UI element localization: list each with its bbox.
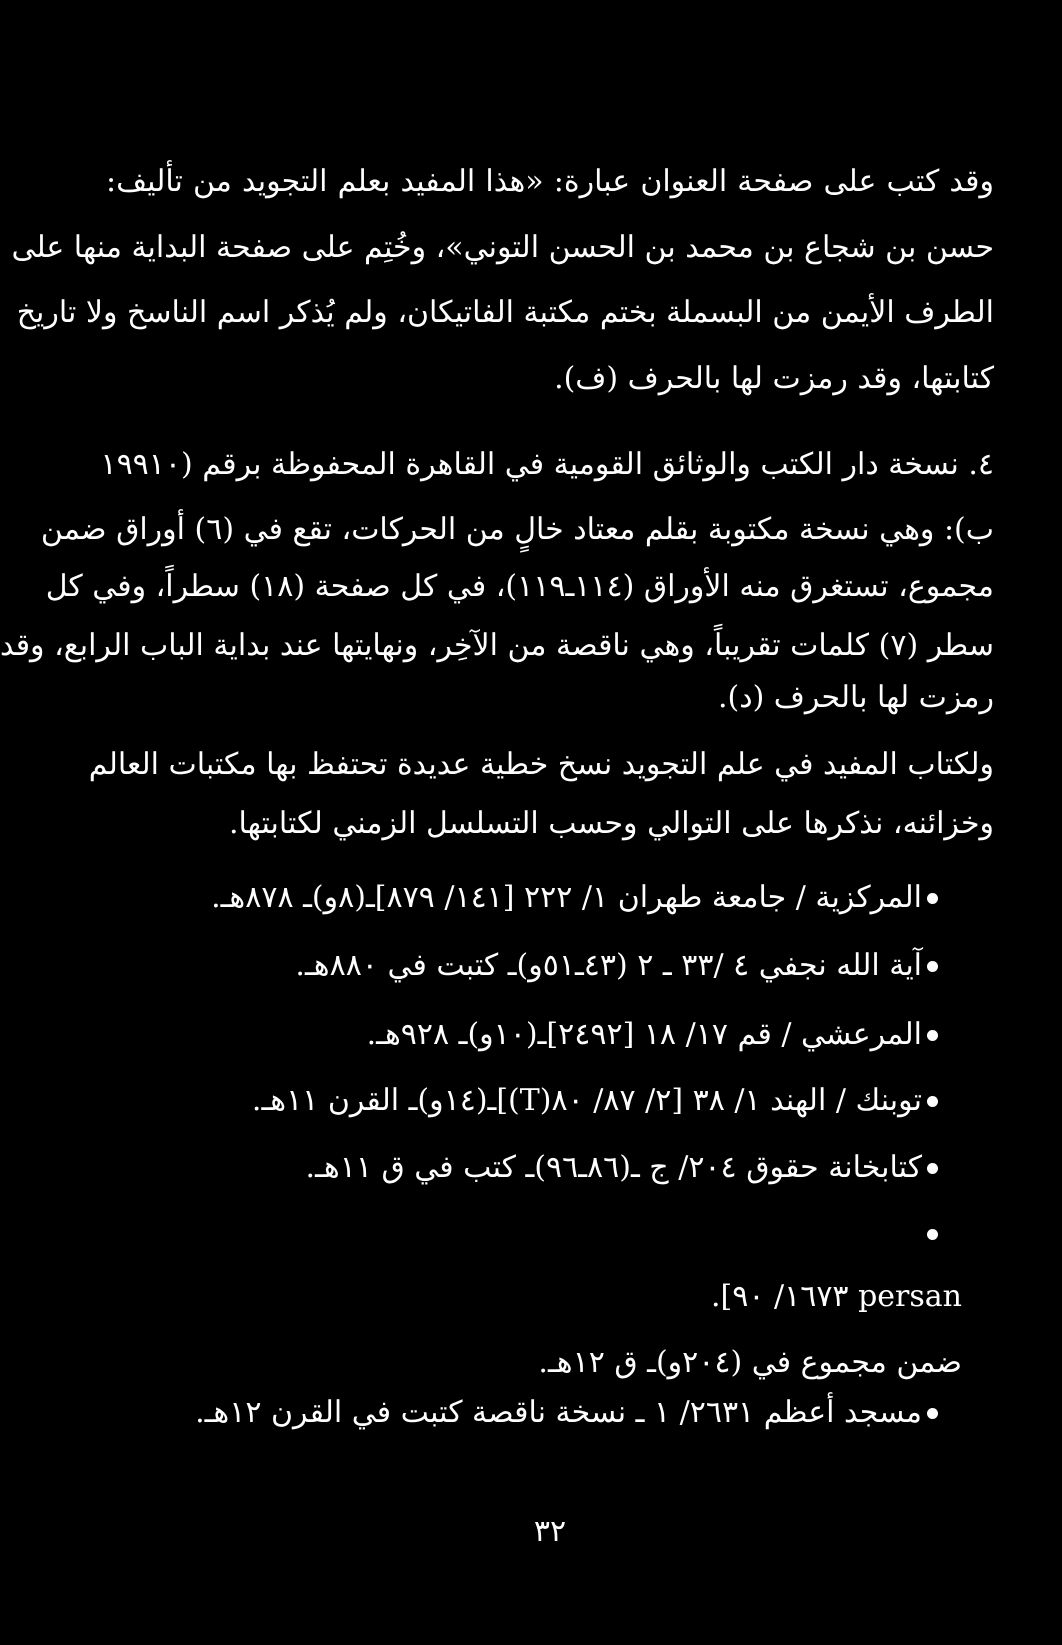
paragraph-2-line-5: رمزت لها بالحرف (د). — [717, 680, 994, 715]
bullet-item-1: المركزية / جامعة طهران ١/ ٢٢٢ [١٤١/ ٨٧٩]ـ(٨و)ـ ٨٧٨هـ. — [211, 880, 922, 915]
bullet-icon — [927, 1408, 938, 1419]
bullet-item-6-continuation: persan ١٦٧٣/ ٩٠]. — [710, 1279, 962, 1314]
bullet-item-5: كتابخانة حقوق ٢٠٤/ ج ـ(٨٦ـ٩٦)ـ كتب في ق ١١هـ. — [305, 1150, 922, 1185]
paragraph-2-line-3: مجموع، تستغرق منه الأوراق (١١٤ـ١١٩)، في كل صفحة (١٨) سطراً، وفي كل — [45, 569, 994, 604]
paragraph-1-line-4: كتابتها، وقد رمزت لها بالحرف (ف). — [554, 361, 994, 396]
paragraph-2-line-4: سطر (٧) كلمات تقريباً، وهي ناقصة من الآخِر، ونهايتها عند بداية الباب الرابع، وقد — [0, 628, 994, 663]
supplement-note: ضمن مجموع في (٢٠٤و)ـ ق ١٢هـ. — [538, 1345, 962, 1380]
page-number: ٣٢ — [533, 1514, 567, 1549]
bullet-item-7: مسجد أعظم ٢٦٣١/ ١ ـ نسخة ناقصة كتبت في القرن ١٢هـ. — [195, 1395, 922, 1430]
paragraph-1-line-1: وقد كتب على صفحة العنوان عبارة: «هذا المفيد بعلم التجويد من تأليف: — [106, 164, 994, 199]
paragraph-1-line-3: الطرف الأيمن من البسملة بختم مكتبة الفاتيكان، ولم يُذكر اسم الناسخ ولا تاريخ — [16, 295, 994, 330]
bullet-icon — [927, 1030, 938, 1041]
bullet-icon — [927, 893, 938, 904]
bullet-item-2: آية الله نجفي ٤ /٣٣ ـ ٢ (٤٣ـ٥١و)ـ كتبت في ٨٨٠هـ. — [295, 948, 922, 983]
paragraph-2-line-1: ٤. نسخة دار الكتب والوثائق القومية في القاهرة المحفوظة برقم (١٩٩١٠ — [100, 447, 994, 482]
bullet-item-4: توبنك / الهند ١/ ٣٨ [٢/ ٨٧/ ٨٠(T)]ـ(١٤و)ـ القرن ١١هـ. — [251, 1083, 922, 1118]
paragraph-3-line-1: ولكتاب المفيد في علم التجويد نسخ خطية عديدة تحتفظ بها مكتبات العالم — [88, 747, 994, 782]
paragraph-3-line-2: وخزائنه، نذكرها على التوالي وحسب التسلسل الزمني لكتابتها. — [229, 806, 994, 841]
bullet-icon — [927, 1229, 938, 1240]
bullet-icon — [927, 1096, 938, 1107]
bullet-item-3: المرعشي / قم ١٧/ ١٨ [٢٤٩٢]ـ(١٠و)ـ ٩٢٨هـ. — [366, 1017, 922, 1052]
paragraph-1-line-2: حسن بن شجاع بن محمد بن الحسن التوني»، وخُتِم على صفحة البداية منها على — [11, 230, 994, 265]
bullet-icon — [927, 1163, 938, 1174]
paragraph-2-line-2: ب): وهي نسخة مكتوبة بقلم معتاد خالٍ من الحركات، تقع في (٦) أوراق ضمن — [40, 512, 994, 547]
bullet-icon — [927, 961, 938, 972]
